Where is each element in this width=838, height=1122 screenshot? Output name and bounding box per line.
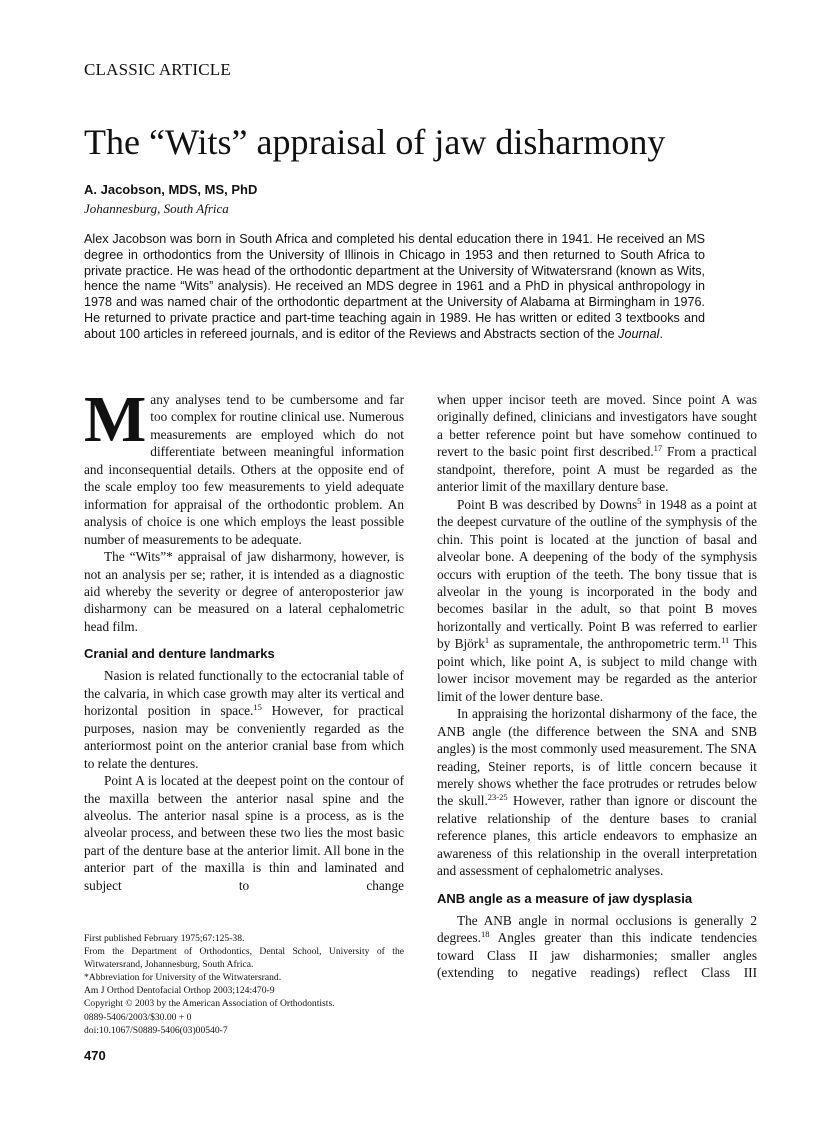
bio-end: . [659, 326, 663, 341]
body-paragraph [84, 772, 404, 894]
author-location: Johannesburg, South Africa [84, 201, 229, 216]
paragraph-text: Nasion is related functionally to the ectocranial table of the calvaria, in which case growth may alter its vertical and horizontal position in space. [84, 668, 404, 719]
footnote: From the Department of Orthodontics, Dental School, University of the Witwatersrand, Johannesburg, South Africa. [84, 946, 404, 971]
footnote: Am J Orthod Dentofacial Orthop 2003;124:470-9 [84, 985, 275, 997]
paragraph-text: Angles greater than this indicate tendencies toward Class II jaw disharmonies; smaller angles (extending to negative readings) reflect Class III [437, 930, 757, 981]
footnote: Copyright © 2003 by the American Association of Orthodontists. [84, 998, 335, 1010]
paragraph-text: any analyses tend to be cumbersome and far too complex for routine clinical use. Numerous measurements are employed which do not differentiate between meaningful information and inconsequential details. Others at the opposite end of the scale employ too few measurements to yield adequate information for appraisal of the orthodontic problem. An analysis of choice is one which employs the least possible number of measurements to be adequate. [84, 392, 404, 547]
body-paragraph [437, 912, 757, 982]
footnote: doi:10.1067/S0889-5406(03)00540-7 [84, 1024, 228, 1036]
body-paragraph [84, 667, 404, 772]
column-right [437, 391, 757, 982]
footnote: 0889-5406/2003/$30.00 + 0 [84, 1011, 192, 1023]
drop-cap: M [84, 383, 147, 456]
paragraph-text: The “Wits”* appraisal of jaw disharmony, however, is not an analysis per se; rather, it is intended as a diagnostic aid whereby the severity or degree of anteroposterior jaw disharmony can be measured on a lateral cephalometric head film. [84, 549, 404, 634]
footnote: First published February 1975;67:125-38. [84, 933, 245, 944]
paragraph-text: as supramentale, the anthropometric term. [489, 636, 722, 652]
footnotes [84, 932, 404, 1037]
paragraph-text: However, for practical purposes, nasion may be conveniently regarded as the anteriormost point on the anterior cranial base from which to relate the dentures. [84, 703, 404, 771]
body-paragraph [437, 391, 757, 496]
body-paragraph [84, 548, 404, 635]
citation-superscript: 17 [653, 443, 663, 454]
paragraph-text: Point B was described by Downs [457, 496, 638, 512]
paragraph-text: This point which, like point A, is subject to mild change with lower incisor movement may be regarded as the anterior limit of the lower denture base. [437, 636, 757, 704]
citation-superscript: 18 [480, 929, 490, 940]
column-left [84, 383, 404, 894]
article-title: The “Wits” appraisal of jaw disharmony [84, 122, 666, 162]
citation-superscript: 15 [253, 702, 262, 713]
body-paragraph [437, 705, 757, 880]
author-bio [84, 232, 705, 343]
citation-superscript: 11 [721, 635, 730, 646]
paragraph-text: However, rather than ignore or discount the relative relationship of the denture bases to cranial reference planes, this article endeavors to emphasize an awareness of this relationship in the overall interpretation and assessment of cephalometric analyses. [437, 793, 757, 879]
paragraph-text: From a practical standpoint, therefore, point A must be regarded as the anterior limit of the maxillary denture base. [437, 444, 757, 495]
paragraph-text: The ANB angle in normal occlusions is generally 2 degrees. [437, 912, 757, 946]
section-label: CLASSIC ARTICLE [84, 60, 231, 79]
paragraph-text: Point A is located at the deepest point on the contour of the maxilla between the anterior nasal spine and the alveolus. The anterior nasal spine is a process, as is the alveolar process, and between these two lies the most basic part of the denture base at the anterior limit. All bone in the anterior part of the maxilla is thin and laminated and subject to change [84, 773, 404, 893]
section-heading: ANB angle as a measure of jaw dysplasia [437, 890, 693, 906]
citation-superscript: 23-25 [487, 792, 508, 803]
citation-superscript: 1 [484, 635, 490, 646]
section-heading: Cranial and denture landmarks [84, 646, 275, 662]
paragraph-text: in 1948 as a point at the deepest curvature of the outline of the symphysis of the chin. This point is located at the junction of basal and alveolar bone. A deepening of the body of the symphysis occurs with eruption of the teeth. The bony tissue that is alveolar in the young is incorporated in the body and becomes basilar in the adult, so that point B moves horizontally and vertically. Point B was referred to earlier by Björk [437, 496, 758, 652]
body-paragraph [437, 496, 757, 705]
bio-text: Alex Jacobson was born in South Africa and completed his dental education there in 1941. He received an MS degree in orthodontics from the University of Illinois in Chicago in 1953 and then returned to South Africa to private practice. He was head of the orthodontic department at the University of Witwatersrand (known as Wits, hence the name “Wits” analysis). He received an MDS degree in 1961 and a PhD in physical anthropology in 1978 and was named chair of the orthodontic department at the University of Alabama at Birmingham in 1976. He returned to private practice and part-time teaching again in 1989. He has written or edited 3 textbooks and about 100 articles in refereed journals, and is editor of the Reviews and Abstracts section of the [84, 232, 705, 341]
body-paragraph [84, 383, 404, 548]
bio-journal: Journal [618, 326, 660, 341]
footnote: *Abbreviation for University of the Witwatersrand. [84, 972, 282, 984]
page-number: 470 [84, 1048, 106, 1063]
citation-superscript: 5 [637, 495, 642, 506]
paragraph-text: when upper incisor teeth are moved. Since point A was originally defined, clinicians and investigators have sought a better reference point but have somehow continued to revert to the basic point first described. [437, 392, 757, 460]
author: A. Jacobson, MDS, MS, PhD [84, 182, 258, 197]
paragraph-text: In appraising the horizontal disharmony of the face, the ANB angle (the difference between the SNA and SNB angles) is the most commonly used measurement. The SNA reading, Steiner reports, is of little concern because it merely shows whether the face protrudes or retrudes below the skull. [437, 706, 757, 809]
